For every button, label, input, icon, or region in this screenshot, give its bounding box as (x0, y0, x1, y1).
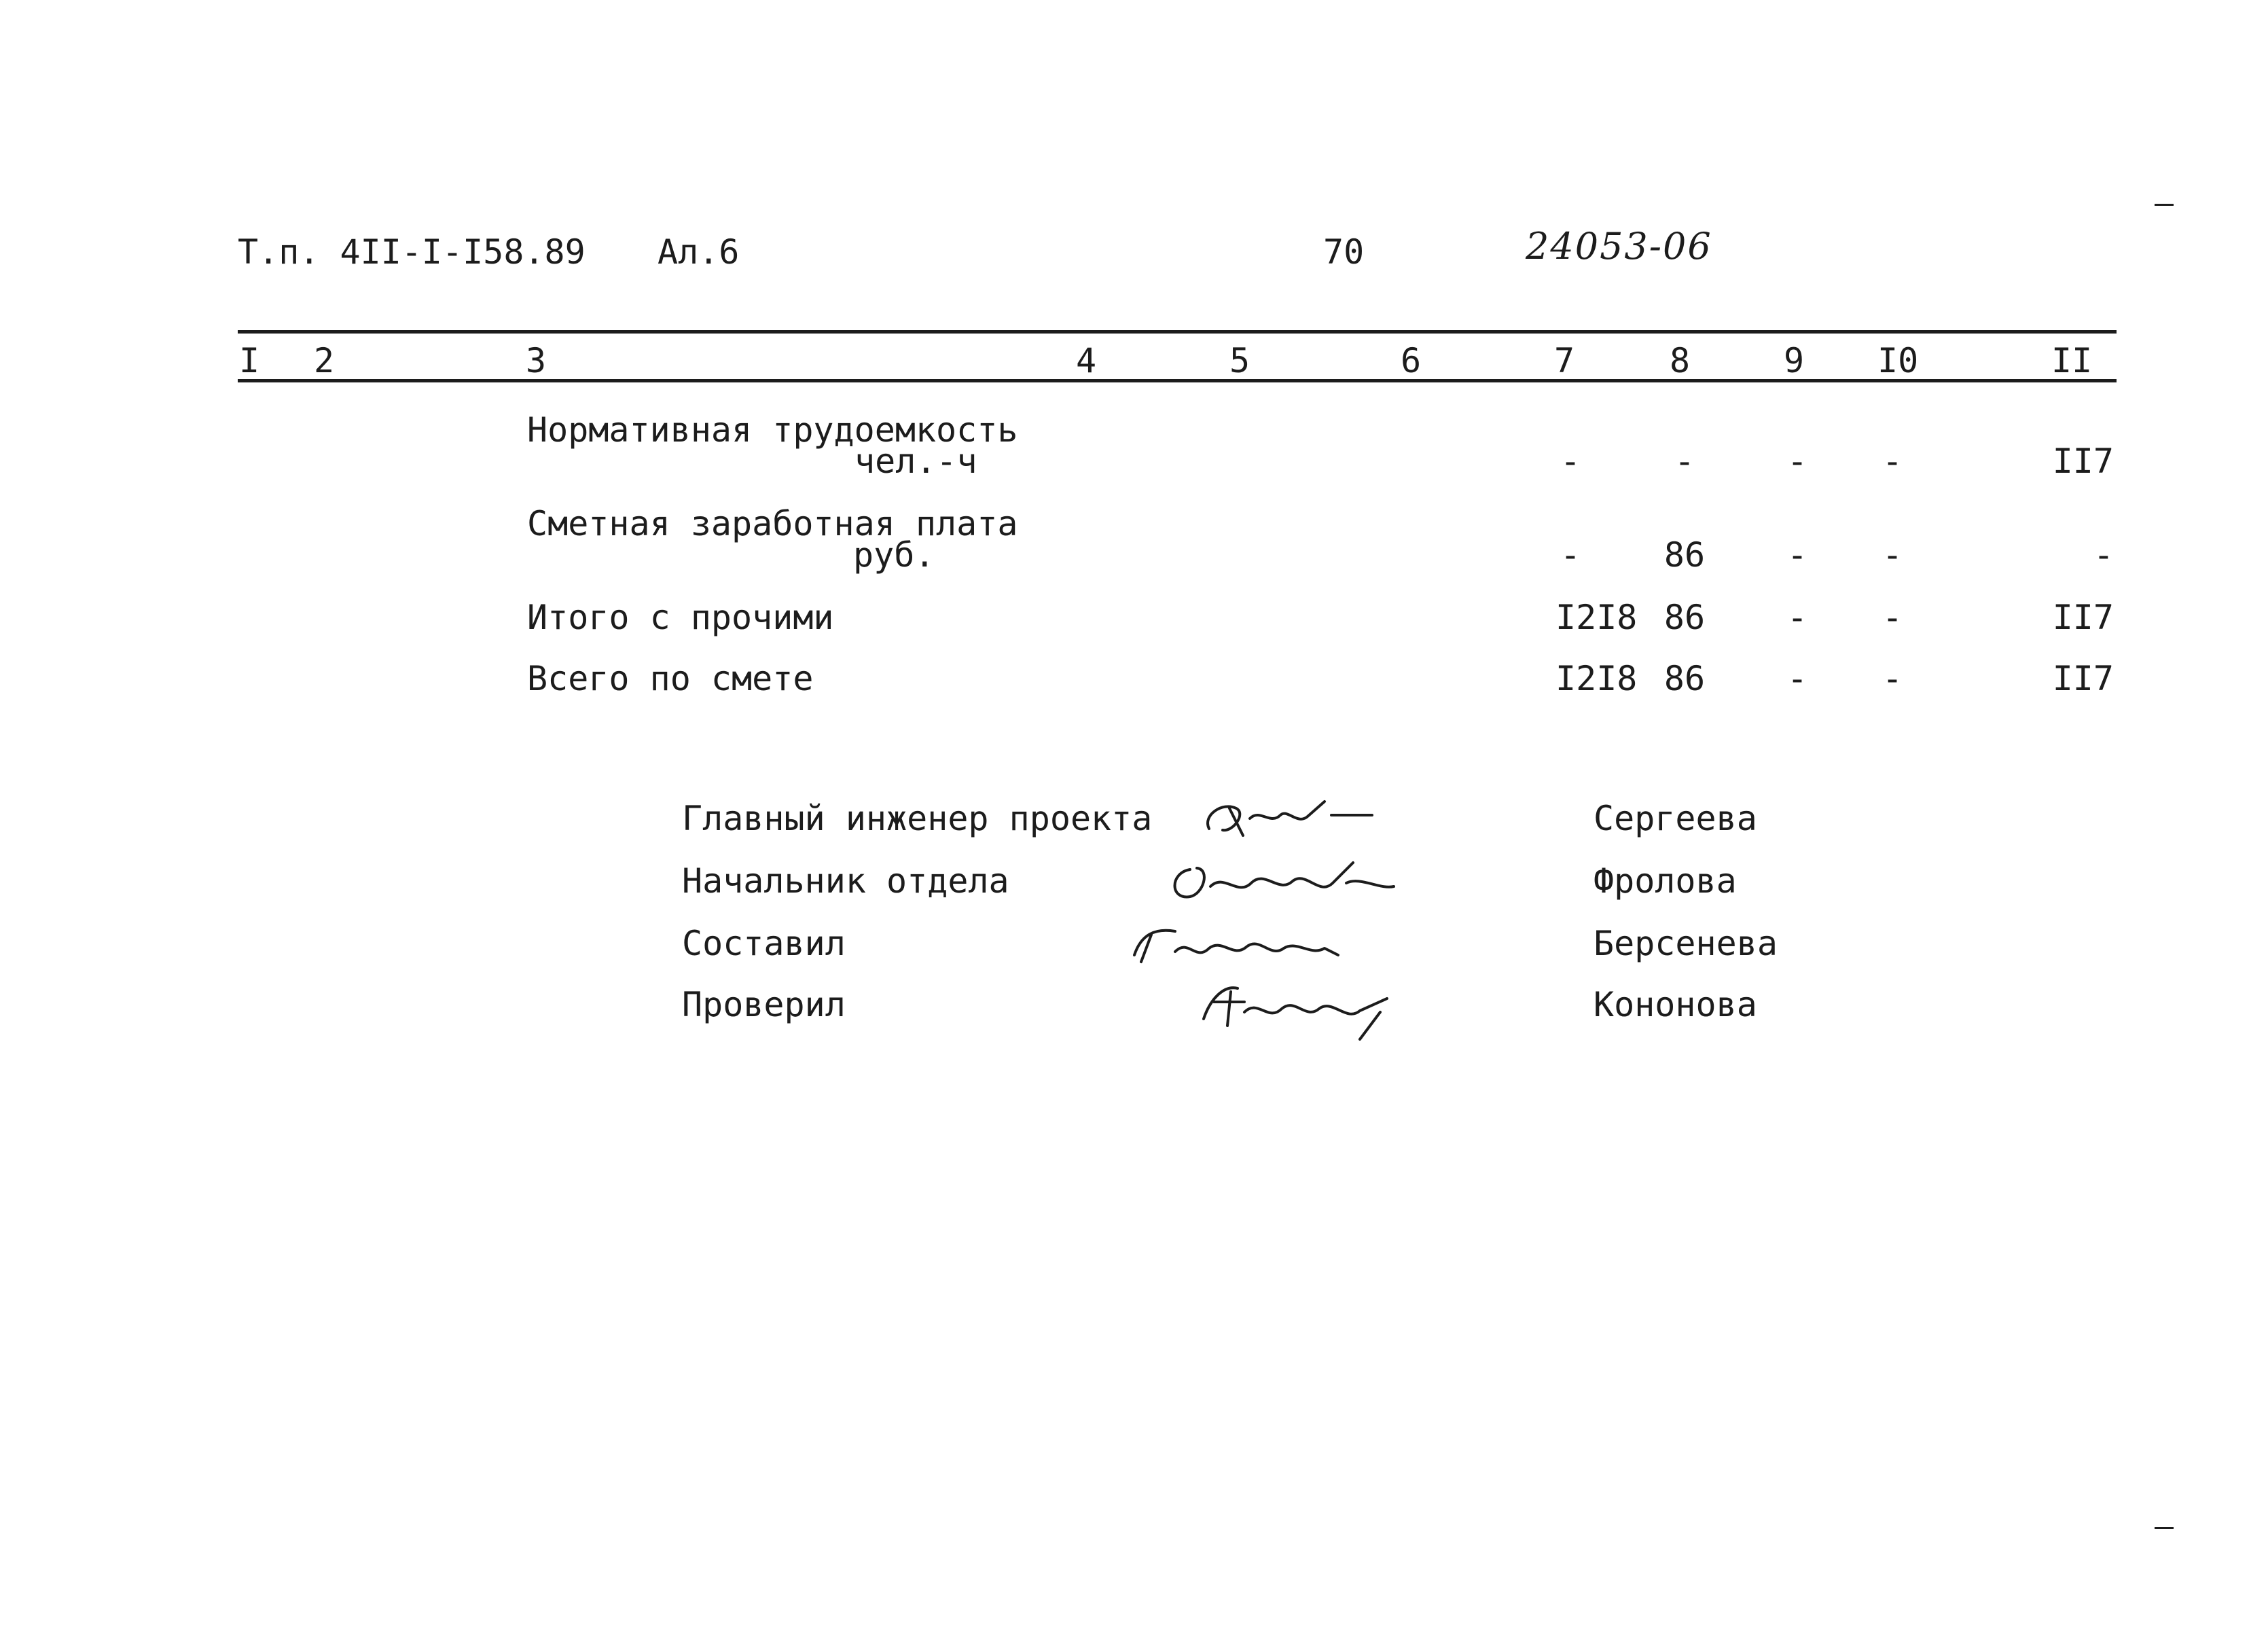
column-number: 6 (1401, 341, 1422, 380)
column-number: 4 (1076, 341, 1097, 380)
signature-role: Начальник отдела (682, 861, 1009, 901)
signatory-name: Сергеева (1594, 799, 1757, 838)
signature-mark (1195, 788, 1413, 849)
page-number: 70 (1323, 232, 1365, 272)
corner-mark-bottom (2155, 1527, 2174, 1529)
cell-col8: 86 (1663, 598, 1706, 637)
column-number: I0 (1877, 341, 1919, 380)
cell-col10: - (1882, 659, 1903, 698)
inventory-number: 24053-06 (1526, 225, 1712, 268)
document-code: Т.п. 4II-I-I58.89 (238, 232, 586, 272)
column-number: I (239, 341, 260, 380)
row-unit: руб. (853, 535, 935, 575)
cell-col10: - (1882, 535, 1903, 575)
row-label: Итого с прочими (527, 598, 834, 637)
cell-col8: 86 (1663, 535, 1706, 575)
cell-col9: - (1786, 442, 1808, 481)
column-number: 9 (1784, 341, 1805, 380)
signature-role: Составил (682, 924, 846, 963)
row-label: Нормативная трудоемкость (527, 410, 1018, 450)
cell-col9: - (1786, 598, 1808, 637)
cell-col11: II7 (2052, 598, 2114, 637)
cell-col8: 86 (1663, 659, 1706, 698)
column-number: 8 (1670, 341, 1691, 380)
table-header-rule (238, 379, 2117, 382)
column-number: 5 (1229, 341, 1250, 380)
table-top-rule (238, 330, 2117, 334)
column-number: 2 (314, 341, 335, 380)
signature-mark (1190, 971, 1414, 1046)
signature-mark (1114, 914, 1358, 975)
cell-col7: I2I8 (1555, 598, 1638, 637)
signatory-name: Берсенева (1594, 924, 1778, 963)
row-unit: чел.-ч (854, 442, 977, 481)
signatory-name: Кононова (1594, 985, 1757, 1024)
cell-col9: - (1786, 659, 1808, 698)
cell-col11: - (2093, 535, 2114, 575)
cell-col11: II7 (2052, 659, 2114, 698)
column-number: 7 (1554, 341, 1575, 380)
cell-col11: II7 (2052, 442, 2114, 481)
album-number: Ал.6 (658, 232, 740, 272)
signature-role: Главный инженер проекта (682, 799, 1153, 838)
cell-col8: - (1674, 442, 1695, 481)
cell-col9: - (1786, 535, 1808, 575)
signatory-name: Фролова (1594, 861, 1737, 901)
cell-col7: - (1560, 442, 1581, 481)
corner-mark-top (2155, 204, 2174, 206)
cell-col10: - (1882, 442, 1903, 481)
row-label: Сметная заработная плата (527, 504, 1018, 543)
cell-col7: I2I8 (1555, 659, 1638, 698)
cell-col10: - (1882, 598, 1903, 637)
cell-col7: - (1560, 535, 1581, 575)
row-label: Всего по смете (527, 659, 814, 698)
signature-mark (1163, 849, 1407, 910)
column-number: II (2051, 341, 2093, 380)
column-number: 3 (526, 341, 547, 380)
signature-role: Проверил (682, 985, 846, 1024)
